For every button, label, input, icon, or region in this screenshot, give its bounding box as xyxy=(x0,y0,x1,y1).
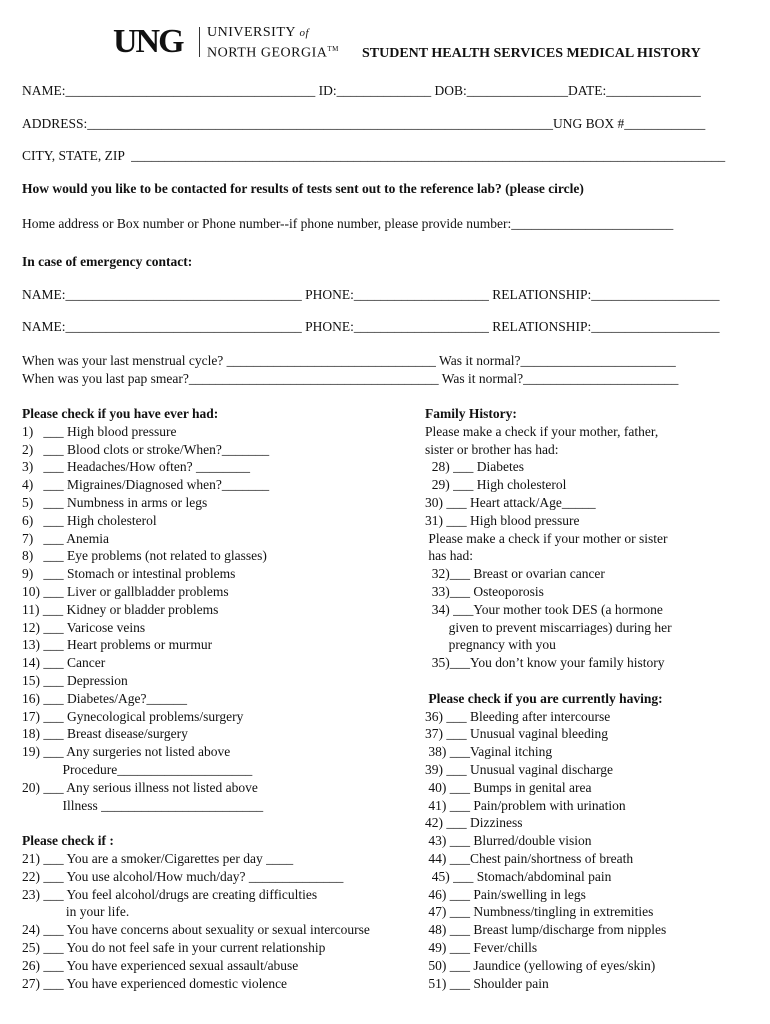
family-history-item[interactable]: 34) ___Your mother took DES (a hormone xyxy=(425,601,663,617)
checklist-item[interactable]: 6) ___ High cholesterol xyxy=(22,512,157,528)
name-id-dob-date-field[interactable]: NAME:_____________________________________ ID:______________ DOB:_______________DATE:______________ xyxy=(22,83,701,98)
symptom-item[interactable]: 51) ___ Shoulder pain xyxy=(425,975,549,991)
family-history-item[interactable]: 35)___You don’t know your family history xyxy=(425,655,665,671)
checklist-item[interactable]: 25) ___ You do not feel safe in your current relationship xyxy=(22,939,326,955)
symptom-item[interactable]: 36) ___ Bleeding after intercourse xyxy=(425,708,611,724)
checklist-item[interactable]: Illness ________________________ xyxy=(22,797,264,813)
checklist-item[interactable]: 18) ___ Breast disease/surgery xyxy=(22,726,188,742)
checklist-item[interactable]: 3) ___ Headaches/How often? ________ xyxy=(22,459,250,475)
checklist-item[interactable]: 17) ___ Gynecological problems/surgery xyxy=(22,708,244,724)
checklist-item[interactable]: 27) ___ You have experienced domestic violence xyxy=(22,975,288,991)
checklist-item[interactable]: 20) ___ Any serious illness not listed above xyxy=(22,779,258,795)
symptom-item[interactable]: 48) ___ Breast lump/discharge from nipples xyxy=(425,922,667,938)
checklist-item[interactable]: 10) ___ Liver or gallbladder problems xyxy=(22,583,229,599)
checklist-item[interactable]: 5) ___ Numbness in arms or legs xyxy=(22,494,208,510)
family-history-item[interactable]: 31) ___ High blood pressure xyxy=(425,512,580,528)
emergency-heading: In case of emergency contact: xyxy=(22,254,193,269)
family-history-item[interactable]: pregnancy with you xyxy=(425,637,556,653)
family-history-item[interactable]: 28) ___ Diabetes xyxy=(425,459,524,475)
symptom-item[interactable]: 50) ___ Jaundice (yellowing of eyes/skin) xyxy=(425,957,656,973)
symptom-item[interactable]: 40) ___ Bumps in genital area xyxy=(425,779,592,795)
section-heading: Please check if you are currently having: xyxy=(425,690,663,706)
checklist-item[interactable]: 23) ___ You feel alcohol/drugs are creating difficulties xyxy=(22,886,318,902)
family-history-heading: Family History: xyxy=(425,406,517,421)
checklist-item[interactable]: 24) ___ You have concerns about sexuality or sexual intercourse xyxy=(22,922,370,938)
history-checklist xyxy=(22,405,422,992)
checklist-item[interactable]: 11) ___ Kidney or bladder problems xyxy=(22,601,219,617)
family-history-item[interactable]: sister or brother has had: xyxy=(425,441,559,457)
symptom-item[interactable]: 39) ___ Unusual vaginal discharge xyxy=(425,761,613,777)
family-history-item[interactable]: given to prevent miscarriages) during her xyxy=(425,619,672,635)
contact-options-field[interactable]: Home address or Box number or Phone number--if phone number, please provide number:________________________ xyxy=(22,216,674,231)
symptom-item[interactable]: 43) ___ Blurred/double vision xyxy=(425,833,592,849)
family-history-item[interactable]: has had: xyxy=(425,548,473,564)
checklist-item[interactable]: 7) ___ Anemia xyxy=(22,530,109,546)
checklist-item[interactable]: 13) ___ Heart problems or murmur xyxy=(22,637,213,653)
logo-north-georgia: NORTH GEORGIA™ xyxy=(207,45,339,61)
logo-mark: UNG xyxy=(113,23,183,60)
checklist-item[interactable]: 4) ___ Migraines/Diagnosed when?_______ xyxy=(22,477,270,493)
symptom-item[interactable]: 46) ___ Pain/swelling in legs xyxy=(425,886,586,902)
emergency-contact-2[interactable]: NAME:___________________________________ PHONE:____________________ RELATIONSHIP:___________________ xyxy=(22,319,720,334)
checklist-item[interactable]: 22) ___ You use alcohol/How much/day? ______________ xyxy=(22,868,344,884)
symptom-item[interactable]: 45) ___ Stomach/abdominal pain xyxy=(425,868,612,884)
symptom-item[interactable]: 38) ___Vaginal itching xyxy=(425,744,553,760)
checklist-item[interactable]: 2) ___ Blood clots or stroke/When?_______ xyxy=(22,441,270,457)
family-history-item[interactable]: 32)___ Breast or ovarian cancer xyxy=(425,566,605,582)
logo-divider xyxy=(199,27,200,57)
logo-university: UNIVERSITY of xyxy=(207,25,310,40)
city-state-zip-field[interactable]: CITY, STATE, ZIP ________________________________________________________________________________________ xyxy=(22,148,726,163)
checklist-item[interactable]: 1) ___ High blood pressure xyxy=(22,423,177,439)
family-history-item[interactable]: 29) ___ High cholesterol xyxy=(425,477,567,493)
checklist-item[interactable]: 19) ___ Any surgeries not listed above xyxy=(22,744,231,760)
pap-smear-field[interactable]: When was you last pap smear?_____________________________________ Was it normal?_______________________ xyxy=(22,371,679,386)
checklist-item[interactable]: 8) ___ Eye problems (not related to glasses) xyxy=(22,548,267,564)
symptom-item[interactable]: 37) ___ Unusual vaginal bleeding xyxy=(425,726,608,742)
emergency-contact-1[interactable]: NAME:___________________________________ PHONE:____________________ RELATIONSHIP:___________________ xyxy=(22,287,720,302)
family-history-item[interactable]: Please make a check if your mother, father, xyxy=(425,423,659,439)
section-heading: Please check if : xyxy=(22,833,114,849)
symptom-item[interactable]: 42) ___ Dizziness xyxy=(425,815,523,831)
menstrual-cycle-field[interactable]: When was your last menstrual cycle? _______________________________ Was it normal?_______________________ xyxy=(22,353,676,368)
checklist-item[interactable]: 9) ___ Stomach or intestinal problems xyxy=(22,566,236,582)
checklist-item[interactable]: in your life. xyxy=(22,904,130,920)
section-spacer xyxy=(22,814,422,832)
symptom-item[interactable]: 49) ___ Fever/chills xyxy=(425,939,538,955)
family-history-checklist xyxy=(425,405,765,992)
symptom-item[interactable]: 44) ___Chest pain/shortness of breath xyxy=(425,850,634,866)
checklist-item[interactable]: 12) ___ Varicose veins xyxy=(22,619,146,635)
address-box-field[interactable]: ADDRESS:_____________________________________________________________________UNG BOX #____________ xyxy=(22,116,706,131)
family-history-item[interactable]: 30) ___ Heart attack/Age_____ xyxy=(425,494,596,510)
history-heading: Please check if you have ever had: xyxy=(22,406,219,421)
page-title: STUDENT HEALTH SERVICES MEDICAL HISTORY xyxy=(362,46,701,61)
checklist-item[interactable]: 15) ___ Depression xyxy=(22,672,128,688)
section-spacer xyxy=(425,672,765,690)
family-history-item[interactable]: 33)___ Osteoporosis xyxy=(425,583,544,599)
checklist-item[interactable]: 21) ___ You are a smoker/Cigarettes per day ____ xyxy=(22,850,294,866)
symptom-item[interactable]: 47) ___ Numbness/tingling in extremities xyxy=(425,904,654,920)
checklist-item[interactable]: 26) ___ You have experienced sexual assault/abuse xyxy=(22,957,299,973)
symptom-item[interactable]: 41) ___ Pain/problem with urination xyxy=(425,797,626,813)
checklist-item[interactable]: 14) ___ Cancer xyxy=(22,655,106,671)
contact-question: How would you like to be contacted for results of tests sent out to the reference lab? (please circle) xyxy=(22,181,584,196)
checklist-item[interactable]: 16) ___ Diabetes/Age?______ xyxy=(22,690,187,706)
checklist-item[interactable]: Procedure____________________ xyxy=(22,761,253,777)
family-history-item[interactable]: Please make a check if your mother or sister xyxy=(425,530,668,546)
